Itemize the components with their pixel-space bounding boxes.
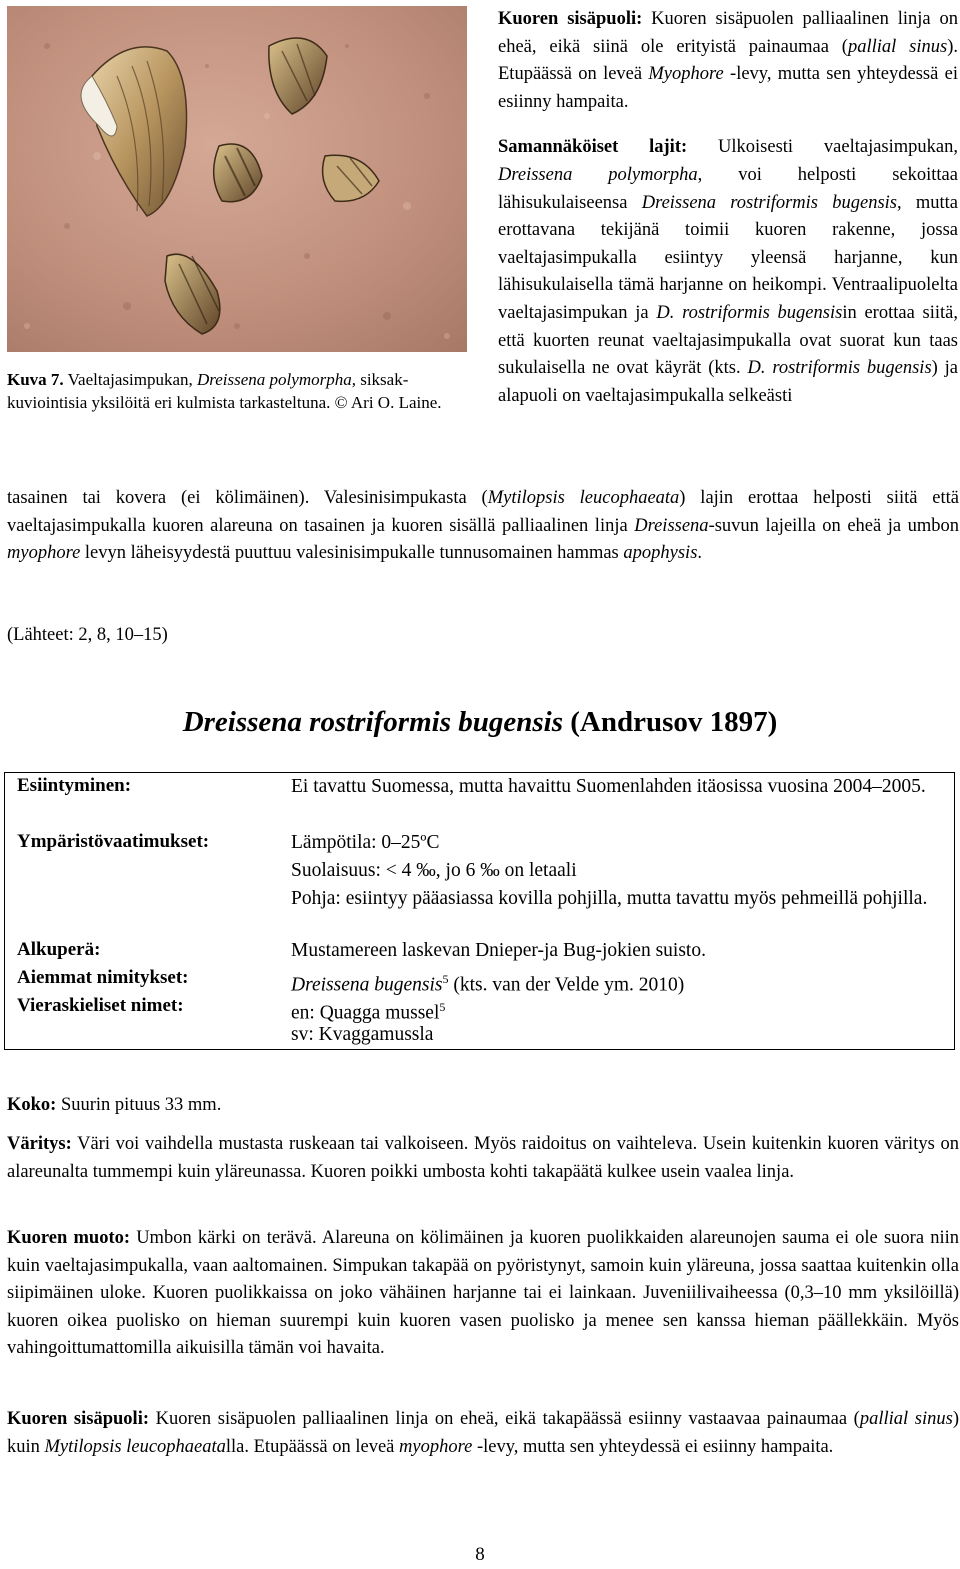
inner-side-label: Kuoren sisäpuoli: — [498, 9, 643, 29]
similar-species-text: ) ja alapuoli on vaeltajasimpukalla selkeästi — [498, 358, 958, 406]
salinity-value: Suolaisuus: < 4 ‰, jo 6 ‰ on letaali — [291, 860, 577, 881]
similar-species-text: in erottaa siitä, että kuorten reunat vaeltajasimpukalla ovat suorat kun taas sukulaisella ne ovat käyrät (kts. — [498, 302, 958, 379]
body-text: Kuoren sisäpuolen palliaalinen linja on eheä, eikä takapäässä esiinny vastaavaa painaumaa ( — [149, 1409, 860, 1429]
right-column-text — [498, 6, 958, 428]
inner-side-text: Kuoren sisäpuolen palliaalinen linja on eheä, eikä siinä ole erityistä painaumaa ( — [498, 9, 958, 57]
similar-species-label: Samannäköiset lajit: — [498, 137, 688, 158]
body-text: levyn läheisyydestä puuttuu valesinisimpukalle tunnusomainen hammas — [80, 543, 624, 564]
body-text: ) kuin — [7, 1409, 959, 1457]
term: apophysis — [623, 543, 698, 564]
species-info-box — [4, 772, 955, 1050]
color-paragraph — [7, 1131, 959, 1186]
footnote-ref: 5 — [439, 1000, 446, 1014]
inner-side-text: -levy, mutta sen yhteydessä ei esiinny hampaita. — [498, 64, 958, 112]
foreign-name-sv: sv: Kvaggamussla — [291, 1024, 434, 1045]
body-text: -levy, mutta sen yhteydessä ei esiinny hampaita. — [472, 1436, 834, 1457]
species-name: Mytilopsis leucophaeata — [487, 488, 680, 508]
origin-value: Mustamereen laskevan Dnieper-ja Bug-jokien suisto. — [291, 940, 706, 961]
bottom-value: Pohja: esiintyy pääasiassa kovilla pohjilla, mutta tavattu myös pehmeillä pohjilla. — [291, 888, 928, 909]
occurrence-label: Esiintyminen: — [17, 775, 132, 796]
former-names-ref: (kts. van der Velde ym. 2010) — [448, 974, 685, 996]
genus-name: Dreissena — [634, 515, 709, 536]
inner-side-paragraph — [498, 6, 958, 116]
term: pallial sinus — [859, 1409, 953, 1429]
caption-text-post: siksak-kuviointisia yksilöitä eri kulmista tarkasteltuna. © Ari O. Laine. — [7, 370, 442, 412]
caption-label: Kuva 7. — [7, 370, 64, 389]
inner-side-term: pallial sinus — [847, 36, 948, 57]
footnote-ref: 5 — [442, 972, 449, 986]
body-text: lla. Etupäässä on leveä — [225, 1436, 400, 1457]
environment-label: Ympäristövaatimukset: — [17, 831, 210, 852]
similar-species-paragraph — [498, 134, 958, 410]
sources: (Lähteet: 2, 8, 10–15) — [7, 625, 168, 645]
body-text: ) lajin erottaa helposti siitä että vaeltajasimpukalla kuoren alareuna on tasainen ja kuoren sisällä palliaalinen linja — [7, 488, 959, 536]
inner-side-paragraph-2 — [7, 1406, 959, 1461]
term: myophore — [7, 543, 81, 564]
similar-species-text: , mutta erottavana tekijänä toimii kuoren rakenne, jossa vaeltajasimpukalla esiintyy yleensä harjanne, kun lähisukulaisella tämä harjanne on heikompi. Ventraalipuolelta vaeltajasimpukan ja — [498, 192, 958, 323]
english-name: en: Quagga mussel — [291, 1002, 440, 1024]
species-name: D. rostriformis bugensis — [656, 302, 843, 323]
shape-paragraph — [7, 1225, 959, 1363]
size-paragraph — [7, 1092, 959, 1120]
inner-side-label: Kuoren sisäpuoli: — [7, 1409, 149, 1429]
inner-side-text: ). Etupäässä on leveä — [498, 36, 958, 85]
shape-label: Kuoren muoto: — [7, 1228, 131, 1248]
size-text: Suurin pituus 33 mm. — [56, 1095, 222, 1115]
occurrence-value: Ei tavattu Suomessa, mutta havaittu Suomenlahden itäosissa vuosina 2004–2005. — [291, 776, 926, 797]
origin-label: Alkuperä: — [17, 939, 101, 960]
similar-species-text: Ulkoisesti vaeltajasimpukan, — [687, 137, 958, 158]
color-label: Väritys: — [7, 1134, 72, 1154]
body-text: -suvun lajeilla on eheä ja umbon — [708, 515, 959, 536]
page-number: 8 — [475, 1544, 485, 1565]
size-label: Koko: — [7, 1095, 57, 1115]
temperature-value: Lämpötila: 0–25ºC — [291, 832, 440, 853]
figure-caption — [7, 368, 477, 414]
former-names-label: Aiemmat nimitykset: — [17, 967, 189, 988]
species-heading-name: Dreissena rostriformis bugensis — [182, 706, 563, 738]
species-name: D. rostriformis bugensis — [747, 358, 932, 379]
inner-side-term: Myophore — [648, 64, 724, 85]
caption-species: Dreissena polymorpha, — [197, 370, 356, 389]
foreign-names-label: Vieraskieliset nimet: — [17, 995, 184, 1016]
former-species-name: Dreissena bugensis — [291, 974, 443, 996]
mussel-photo — [7, 6, 467, 352]
shape-text: Umbon kärki on terävä. Alareuna on kölimäinen ja kuoren puolikkaiden alareunojen sauma ei ole suora niin kuin vaeltajasimpukalla, vaan aaltomainen. Simpukan takapää on pyöristynyt, samoin kuin yläreuna, jossa saattaa kuitenkin olla siipimäinen uloke. Kuoren puolikkaissa on joko vähäinen harjanne tai ei lainkaan. Juveniilivaiheessa (0,3–10 mm yksilöillä) kuoren oikea puolisko on hieman suurempi kuin kuoren vasen puolisko ja menee sen kanssa hieman päällekkäin. Myös vahingoittumattomilla aikuisilla tämän voi havaita. — [7, 1228, 959, 1359]
body-text: . — [697, 543, 703, 564]
species-heading-author: (Andrusov 1897) — [563, 706, 778, 738]
caption-text-pre: Vaeltajasimpukan, — [67, 370, 193, 389]
similar-species-text: , voi helposti sekoittaa lähisukulaiseensa — [498, 164, 958, 213]
species-heading — [0, 706, 960, 739]
color-text: Väri voi vaihdella mustasta ruskeaan tai valkoiseen. Myös raidoitus on vaihteleva. Usein kuitenkin kuoren väritys on alareunalta tummempi kuin yläreunassa. Kuoren poikki umbosta kohti takapäätä kulkee usein vaalea linja. — [7, 1134, 959, 1182]
mussel-photo-image — [7, 6, 467, 352]
term: myophore — [399, 1436, 473, 1457]
species-name: Dreissena polymorpha — [498, 164, 698, 185]
species-name: Dreissena rostriformis bugensis — [641, 192, 897, 213]
species-name: Mytilopsis leucophaeata — [44, 1436, 226, 1457]
body-text: tasainen tai kovera (ei kölimäinen). Valesinisimpukasta ( — [7, 488, 488, 508]
continuation-paragraph — [7, 485, 959, 568]
